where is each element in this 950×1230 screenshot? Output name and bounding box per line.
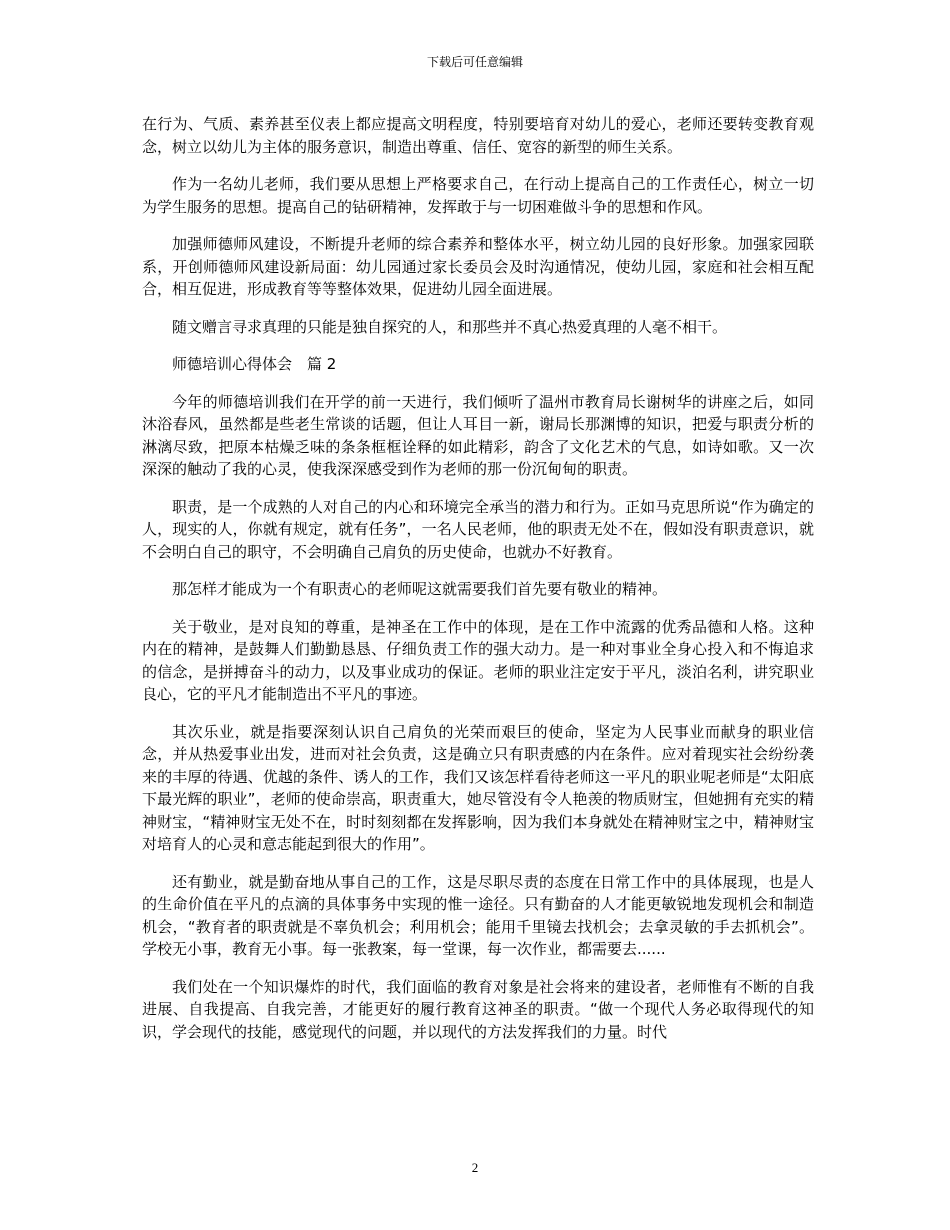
section-heading: 师德培训心得体会 篇 2 bbox=[172, 355, 337, 373]
paragraph-quote: 随文赠言寻求真理的只能是独自探究的人，和那些并不真心热爱真理的人毫不相干。 bbox=[172, 317, 728, 336]
paragraph: 加强师德师风建设，不断提升老师的综合素养和整体水平，树立幼儿园的良好形象。加强家园联系，开创师德师风建设新局面：幼儿园通过家长委员会及时沟通情况，使幼儿园，家庭和社会相互配合，相互促进，形成教育等等整体效果，促进幼儿园全面进展。 bbox=[142, 235, 814, 298]
paragraph-continuation: 在行为、气质、素养甚至仪表上都应提高文明程度，特别要培育对幼儿的爱心，老师还要转变教育观念，树立以幼儿为主体的服务意识，制造出尊重、信任、宽容的新型的师生关系。 bbox=[142, 115, 814, 156]
paragraph: 那怎样才能成为一个有职责心的老师呢这就需要我们首先要有敬业的精神。 bbox=[172, 580, 668, 598]
paragraph: 还有勤业，就是勤奋地从事自己的工作，这是尽职尽责的态度在日常工作中的具体展现，也是人的生命价值在平凡的点滴的具体事务中实现的惟一途径。只有勤奋的人才能更敏锐地发现机会和制造机会，“教育者的职责就是不辜负机会；利用机会；能用千里镜去找机会；去拿灵敏的手去抓机会”。学校无小事，教育无小事。每一张教案，每一堂课，每一次作业，都需要去...... bbox=[142, 872, 814, 958]
page-header: 下载后可任意编辑 bbox=[426, 55, 523, 69]
page-number: 2 bbox=[471, 1160, 479, 1175]
document-body bbox=[142, 113, 814, 1058]
paragraph: 作为一名幼儿老师，我们要从思想上严格要求自己，在行动上提高自己的工作责任心，树立一切为学生服务的思想。提高自己的钻研精神，发挥敢于与一切困难做斗争的思想和作风。 bbox=[142, 175, 814, 216]
paragraph: 今年的师德培训我们在开学的前一天进行，我们倾听了温州市教育局长谢树华的讲座之后，如同沐浴春风，虽然都是些老生常谈的话题，但让人耳目一新，谢局长那渊博的知识，把爱与职责分析的淋漓尽致，把原本枯燥乏味的条条框框诠释的如此精彩，韵含了文化艺术的气息，如诗如歌。又一次深深的触动了我的心灵，使我深深感受到作为老师的那一份沉甸甸的职责。 bbox=[142, 392, 814, 478]
paragraph: 关于敬业，是对良知的尊重，是神圣在工作中的体现，是在工作中流露的优秀品德和人格。这种内在的精神，是鼓舞人们勤勤恳恳、仔细负责工作的强大动力。是一种对事业全身心投入和不悔追求的信念，是拼搏奋斗的动力，以及事业成功的保证。老师的职业注定安于平凡，淡泊名利，讲究职业良心，它的平凡才能制造出不平凡的事迹。 bbox=[142, 617, 814, 703]
paragraph: 其次乐业，就是指要深刻认识自己肩负的光荣而艰巨的使命，坚定为人民事业而献身的职业信念，并从热爱事业出发，进而对社会负责，这是确立只有职责感的内在条件。应对着现实社会纷纷袭来的丰厚的待遇、优越的条件、诱人的工作，我们又该怎样看待老师这一平凡的职业呢老师是“太阳底下最光辉的职业”，老师的使命崇高，职责重大，她尽管没有令人艳羡的物质财宝，但她拥有充实的精神财宝，“精神财宝无处不在，时时刻刻都在发挥影响，因为我们本身就处在精神财宝之中，精神财宝对培育人的心灵和意志能起到很大的作用”。 bbox=[142, 722, 814, 853]
paragraph: 我们处在一个知识爆炸的时代，我们面临的教育对象是社会将来的建设者，老师惟有不断的自我进展、自我提高、自我完善，才能更好的履行教育这神圣的职责。“做一个现代人务必取得现代的知识，学会现代的技能，感觉现代的问题，并以现代的方法发挥我们的力量。时代 bbox=[142, 977, 814, 1041]
paragraph: 职责，是一个成熟的人对自己的内心和环境完全承当的潜力和行为。正如马克思所说“作为确定的人，现实的人，你就有规定，就有任务”，一名人民老师，他的职责无处不在，假如没有职责意识，就不会明白自己的职守，不会明确自己肩负的历史使命，也就办不好教育。 bbox=[142, 497, 814, 561]
